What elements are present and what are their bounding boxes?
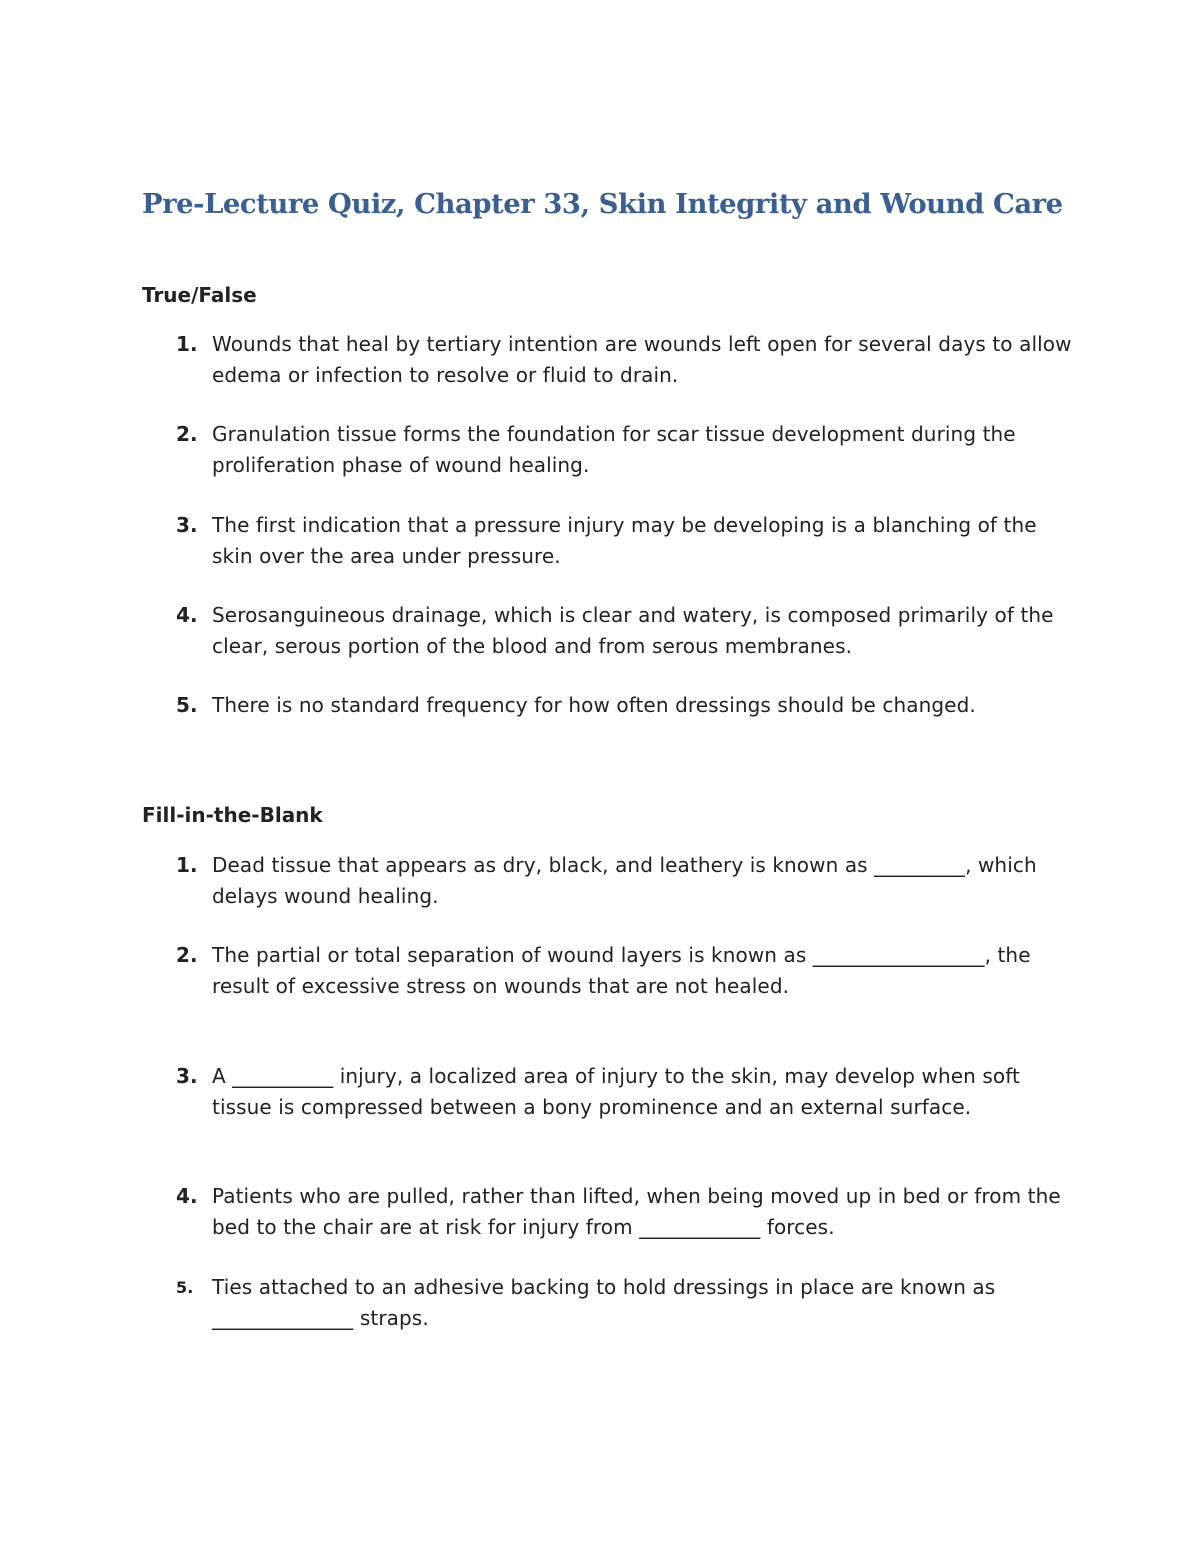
list-item <box>176 690 1076 721</box>
item-number: 5. <box>176 693 198 717</box>
list-item <box>176 600 1076 661</box>
item-number: 1. <box>176 332 198 356</box>
list-item <box>176 419 1076 480</box>
list-item <box>176 329 1076 390</box>
item-number: 4. <box>176 603 198 627</box>
item-number: 2. <box>176 422 198 446</box>
item-number: 5. <box>176 1278 194 1297</box>
item-text: The partial or total separation of wound layers is known as _________________, the result of excessive stress on wounds that are not healed. <box>212 943 1031 998</box>
list-item <box>176 510 1076 571</box>
item-text: A __________ injury, a localized area of injury to the skin, may develop when soft tissue is compressed between a bony prominence and an external surface. <box>212 1064 1020 1119</box>
item-number: 1. <box>176 853 198 877</box>
item-number: 3. <box>176 513 198 537</box>
section-heading-fill-in-the-blank: Fill-in-the-Blank <box>142 803 323 827</box>
list-item <box>176 850 1076 911</box>
item-text: Dead tissue that appears as dry, black, and leathery is known as _________, which delays wound healing. <box>212 853 1037 908</box>
page-title: Pre-Lecture Quiz, Chapter 33, Skin Integrity and Wound Care <box>142 188 1063 220</box>
list-item <box>176 1061 1076 1122</box>
item-text: Granulation tissue forms the foundation for scar tissue development during the proliferation phase of wound healing. <box>212 422 1016 477</box>
item-text: The first indication that a pressure injury may be developing is a blanching of the skin over the area under pressure. <box>212 513 1037 568</box>
section-heading-true-false: True/False <box>142 283 257 307</box>
item-text: There is no standard frequency for how often dressings should be changed. <box>212 693 976 717</box>
item-number: 2. <box>176 943 198 967</box>
item-number: 4. <box>176 1184 198 1208</box>
item-text: Serosanguineous drainage, which is clear and watery, is composed primarily of the clear, serous portion of the blood and from serous membranes. <box>212 603 1054 658</box>
list-item <box>176 1272 1076 1333</box>
item-text: Patients who are pulled, rather than lifted, when being moved up in bed or from the bed to the chair are at risk for injury from ____________ forces. <box>212 1184 1061 1239</box>
list-item <box>176 1181 1076 1242</box>
item-text: Ties attached to an adhesive backing to hold dressings in place are known as ______________ straps. <box>212 1275 996 1330</box>
list-item <box>176 940 1076 1001</box>
item-text: Wounds that heal by tertiary intention are wounds left open for several days to allow edema or infection to resolve or fluid to drain. <box>212 332 1072 387</box>
item-number: 3. <box>176 1064 198 1088</box>
